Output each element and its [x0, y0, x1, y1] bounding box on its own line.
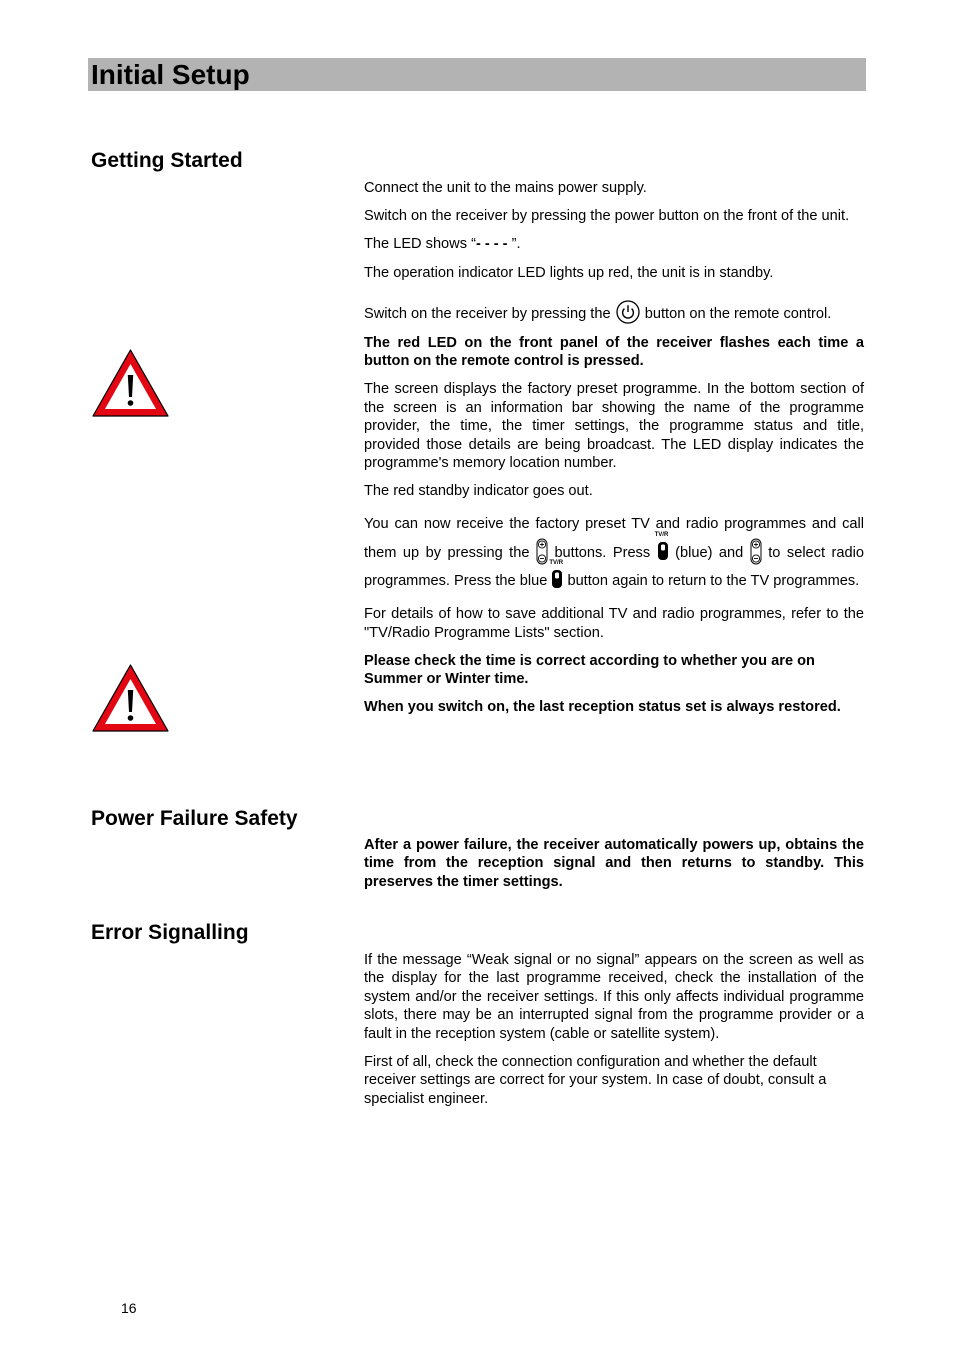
text: ”. [507, 236, 521, 253]
paragraph [364, 510, 864, 595]
text: The LED shows “ [364, 236, 476, 253]
paragraph: Connect the unit to the mains power supply. [364, 180, 647, 196]
text: button on the remote control. [644, 306, 832, 323]
paragraph: The red standby indicator goes out. [364, 483, 593, 500]
paragraph: The operation indicator LED lights up red, the unit is in standby. [364, 264, 774, 281]
tvr-label: TV/R [654, 532, 669, 539]
programme-up-down-icon [536, 538, 548, 565]
page-title: Initial Setup [91, 59, 250, 90]
paragraph: After a power failure, the receiver automatically powers up, obtains the time from the reception signal and then returns to standby. This preserves the timer settings. [364, 837, 864, 890]
power-button-icon [615, 300, 641, 324]
text: buttons. Press [554, 545, 651, 562]
error-signalling-body [364, 951, 864, 1118]
power-failure-body [364, 836, 864, 901]
text: to select radio programmes. Press the blue [364, 545, 864, 590]
tv-radio-button-icon [654, 532, 669, 561]
heading-getting-started: Getting Started [91, 149, 243, 172]
paragraph: Switch on the receiver by pressing the power button on the front of the unit. [364, 208, 850, 225]
paragraph [364, 300, 864, 324]
paragraph [364, 235, 864, 253]
paragraph: If the message “Weak signal or no signal” appears on the screen as well as the display for the last programme received, check the installation of the system and/or the receiver settings. If this only affects individual programme slots, there may be an interrupted signal from the programme provider or a fault in the reception system (cable or satellite system). [364, 952, 864, 1042]
led-display-text: - - - - [475, 236, 508, 253]
getting-started-body [364, 179, 864, 727]
warning-paragraph: Please check the time is correct according to whether you are on Summer or Winter time. [364, 652, 815, 688]
tv-radio-button-icon [549, 560, 564, 589]
paragraph: For details of how to save additional TV and radio programmes, refer to the "TV/Radio Programme Lists" section. [364, 606, 864, 641]
paragraph: The screen displays the factory preset programme. In the bottom section of the screen is an information bar showing the name of the programme provider, the time, the timer settings, the programme status and title, provided those details are being broadcast. The LED display indicates the programme's memory location number. [364, 381, 864, 472]
text: You can now receive the factory preset TV and radio programmes and call them up by pressing the [364, 516, 864, 562]
warning-triangle-icon [91, 663, 170, 733]
tvr-label: TV/R [549, 560, 564, 567]
heading-error-signalling: Error Signalling [91, 921, 249, 944]
warning-triangle-icon [91, 348, 170, 418]
warning-paragraph: When you switch on, the last reception status set is always restored. [364, 699, 841, 716]
warning-paragraph: The red LED on the front panel of the receiver flashes each time a button on the remote control is pressed. [364, 334, 864, 370]
text: Switch on the receiver by pressing the [364, 306, 611, 323]
paragraph: First of all, check the connection configuration and whether the default receiver settings are correct for your system. In case of doubt, consult a specialist engineer. [364, 1053, 827, 1107]
text: (blue) and [675, 545, 744, 562]
page-number: 16 [121, 1300, 137, 1316]
programme-up-down-icon [750, 538, 762, 565]
heading-power-failure-safety: Power Failure Safety [91, 807, 298, 830]
text: button again to return to the TV programmes. [567, 573, 860, 590]
title-bar [88, 58, 866, 91]
